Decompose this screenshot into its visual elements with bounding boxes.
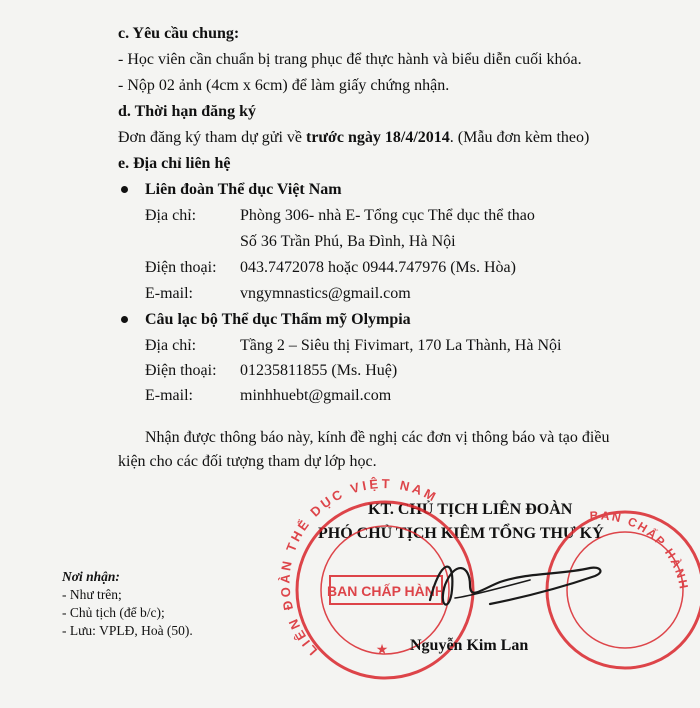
stamp-ring-right-text: BAN CHẤP HÀNH	[589, 508, 692, 592]
closing-line1: Nhận được thông báo này, kính đề nghị các đơn vị thông báo và tạo điều	[145, 429, 610, 446]
stamp-ring-text: LIÊN ĐOÀN THỂ DỤC VIỆT NAM	[277, 475, 441, 659]
closing-line2: kiện cho các đối tượng tham dự lớp học.	[118, 453, 377, 470]
section-d-heading: d. Thời hạn đăng ký	[118, 103, 256, 120]
svg-text:BAN CHẤP HÀNH	[589, 508, 691, 591]
deadline-prefix: Đơn đăng ký tham dự gửi về	[118, 129, 306, 146]
org2-phone-label: Điện thoại:	[145, 362, 217, 379]
section-e-heading: e. Địa chỉ liên hệ	[118, 155, 231, 172]
org2-name: Câu lạc bộ Thể dục Thẩm mỹ Olympia	[145, 311, 411, 328]
deadline-date: trước ngày 18/4/2014	[306, 129, 450, 146]
org1-name: Liên đoàn Thể dục Việt Nam	[145, 181, 342, 198]
recipient-item: - Lưu: VPLĐ, Hoà (50).	[62, 623, 193, 638]
deadline-suffix: . (Mẫu đơn kèm theo)	[449, 129, 590, 146]
org1-address-line1: Phòng 306- nhà E- Tổng cục Thể dục thể thao	[240, 207, 535, 224]
recipient-item: - Chủ tịch (để b/c);	[62, 605, 165, 620]
handwritten-signature-icon	[430, 567, 600, 605]
org2-email-label: E-mail:	[145, 387, 193, 404]
org1-email: vngymnastics@gmail.com	[240, 285, 411, 302]
recipient-item: - Như trên;	[62, 587, 122, 602]
org1-address-line2: Số 36 Trần Phú, Ba Đình, Hà Nội	[240, 233, 456, 250]
svg-text:LIÊN ĐOÀN THỂ DỤC VIỆT NAM	[277, 476, 440, 658]
recipients-title: Nơi nhận:	[62, 569, 120, 584]
section-c-heading: c. Yêu cầu chung:	[118, 25, 240, 42]
section-c-item: - Nộp 02 ảnh (4cm x 6cm) để làm giấy chứng nhận.	[118, 77, 450, 94]
stamp-center-text: BAN CHẤP HÀNH	[327, 583, 445, 599]
org1-phone-label: Điện thoại:	[145, 259, 217, 276]
section-c-item: - Học viên cần chuẩn bị trang phục để thực hành và biểu diễn cuối khóa.	[118, 51, 582, 68]
signature-title1: KT. CHỦ TỊCH LIÊN ĐOÀN	[368, 501, 573, 518]
org2-email: minhhuebt@gmail.com	[240, 387, 392, 404]
star-icon: ★	[375, 643, 389, 658]
org1-address-label: Địa chỉ:	[145, 207, 197, 224]
signer-name: Nguyễn Kim Lan	[410, 637, 529, 654]
org1-email-label: E-mail:	[145, 285, 193, 302]
org1-phone: 043.7472078 hoặc 0944.747976 (Ms. Hòa)	[240, 259, 516, 276]
org2-address: Tầng 2 – Siêu thị Fivimart, 170 La Thành, Hà Nội	[240, 337, 562, 354]
org2-address-label: Địa chỉ:	[145, 337, 197, 354]
signature-title2: PHÓ CHỦ TỊCH KIÊM TỔNG THƯ KÝ	[318, 525, 604, 542]
org2-phone: 01235811855 (Ms. Huệ)	[240, 362, 398, 379]
